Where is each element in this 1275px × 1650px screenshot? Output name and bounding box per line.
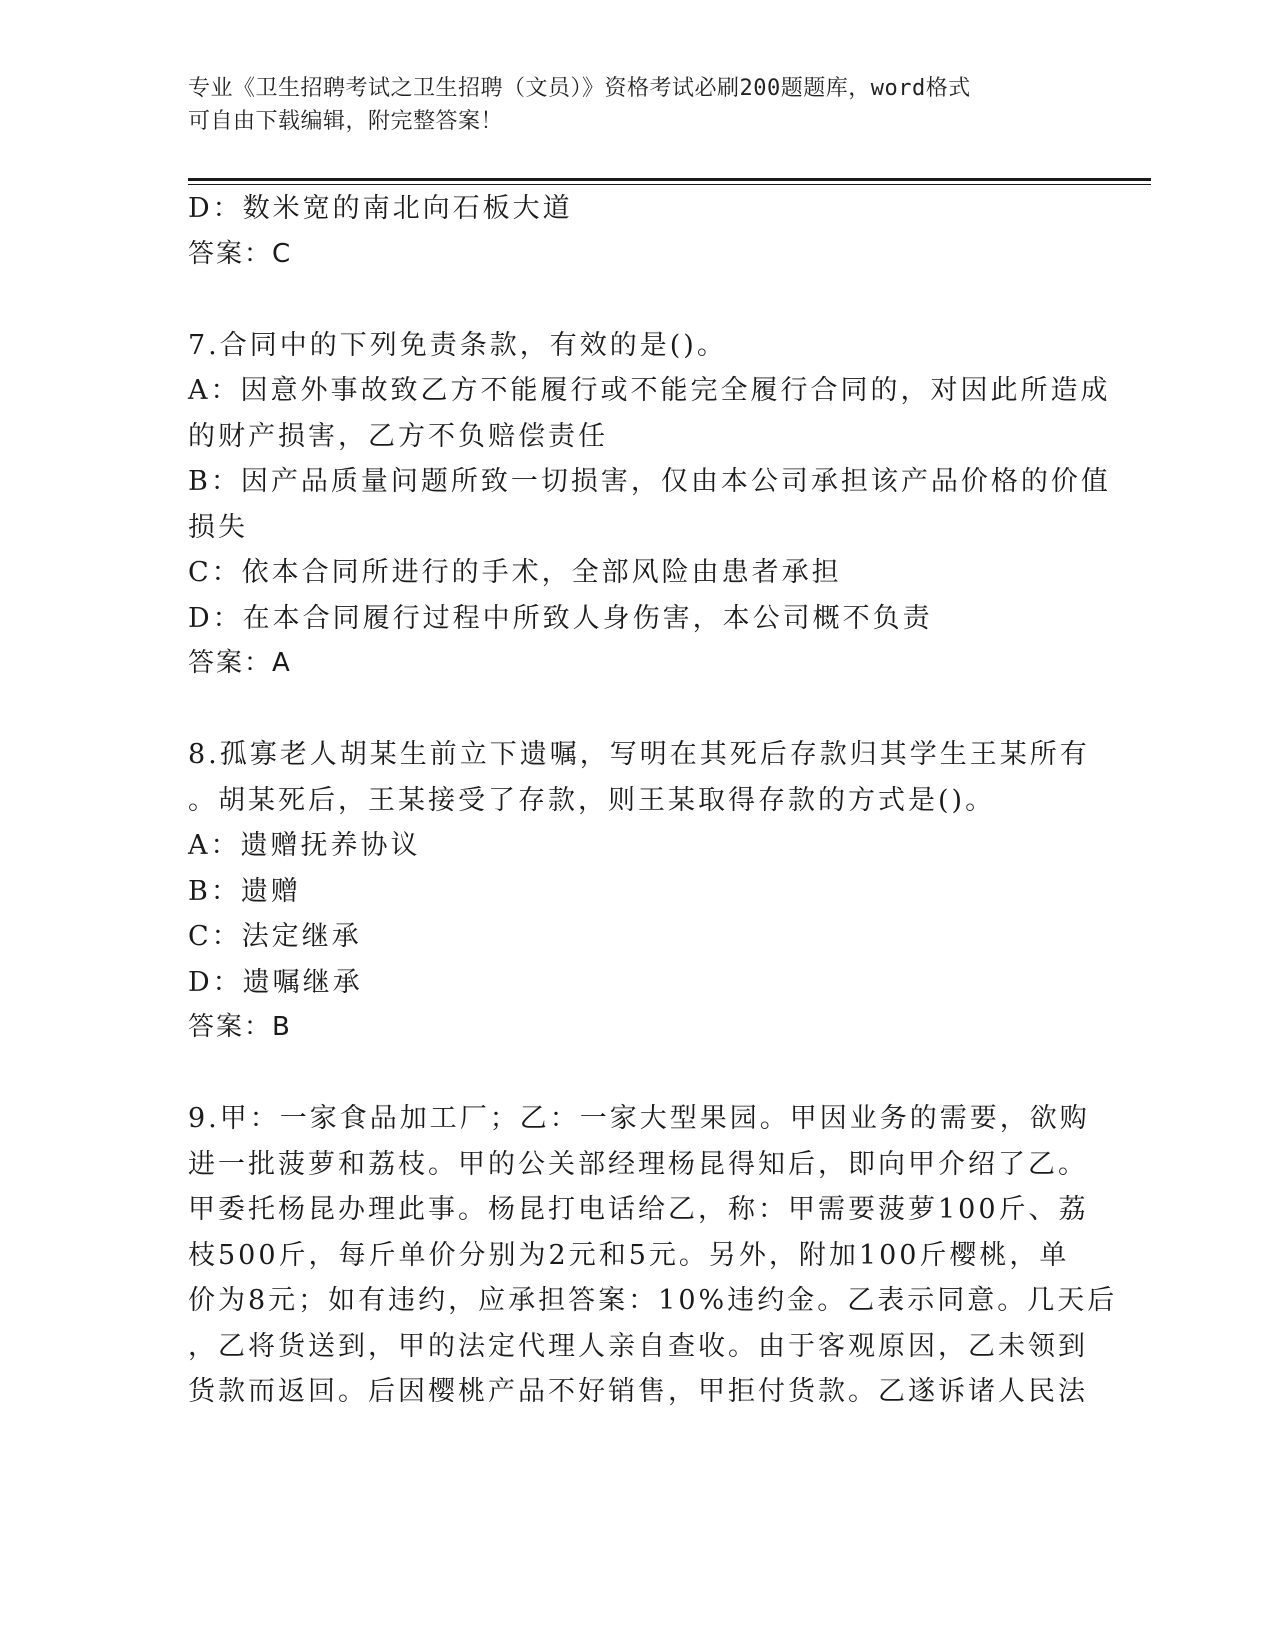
q7-option-b-line1: B：因产品质量问题所致一切损害，仅由本公司承担该产品价格的价值 [188,466,1111,497]
q8-stem-line2: 。胡某死后，王某接受了存款，则王某取得存款的方式是()。 [188,784,996,816]
q9-line3: 甲委托杨昆办理此事。杨昆打电话给乙，称：甲需要菠萝100斤、荔 [188,1194,1089,1225]
q8-stem-line1: 8.孤寡老人胡某生前立下遗嘱，写明在其死后存款归其学生王某所有 [188,739,1090,770]
header-rule-thin [188,184,1151,185]
q9-line1: 9.甲：一家食品加工厂；乙：一家大型果园。甲因业务的需要，欲购 [188,1103,1090,1134]
q9-line5: 价为8元；如有违约，应承担答案：10%违约金。乙表示同意。几天后 [188,1285,1118,1316]
prev-option-d: D：数米宽的南北向石板大道 [188,193,573,224]
q7-option-d: D：在本合同履行过程中所致人身伤害，本公司概不负责 [188,602,933,634]
q8-answer: 答案：B [188,1012,292,1042]
q8-option-a: A：遗赠抚养协议 [188,830,421,861]
q9-line6: ，乙将货送到，甲的法定代理人亲自查收。由于客观原因，乙未领到 [188,1330,1088,1362]
prev-answer: 答案：C [188,238,293,269]
q7-option-a-line2: 的财产损害，乙方不负赔偿责任 [188,420,608,452]
question-9 [188,1096,1118,1415]
question-8 [188,732,1088,1051]
document-body [188,186,1118,1415]
q9-line7: 货款而返回。后因樱桃产品不好销售，甲拒付货款。乙遂诉诸人民法 [188,1376,1088,1407]
q7-option-b-line2: 损失 [188,511,248,543]
document-header [188,72,1068,138]
q8-option-d: D：遗嘱继承 [188,966,363,998]
q7-answer: 答案：A [188,648,292,678]
header-line-2: 可自由下载编辑，附完整答案！ [188,109,504,134]
question-7 [188,323,1111,687]
spacer [188,1051,1088,1097]
q8-option-b: B：遗赠 [188,875,301,907]
q9-line2: 进一批菠萝和荔枝。甲的公关部经理杨昆得知后，即向甲介绍了乙。 [188,1148,1088,1180]
q7-stem: 7.合同中的下列免责条款，有效的是()。 [188,329,727,361]
q8-option-c: C：法定继承 [188,921,362,952]
q7-option-c: C：依本合同所进行的手术，全部风险由患者承担 [188,557,842,588]
spacer [188,687,1088,733]
q9-line4: 枝500斤，每斤单价分别为2元和5元。另外，附加100斤樱桃，单 [188,1239,1070,1271]
header-line-1: 专业《卫生招聘考试之卫生招聘（文员）》资格考试必刷200题题库，word格式 [188,76,971,101]
q7-option-a-line1: A：因意外事故致乙方不能履行或不能完全履行合同的，对因此所造成 [188,375,1111,406]
spacer [188,277,1088,323]
header-rule-thick [188,178,1151,181]
